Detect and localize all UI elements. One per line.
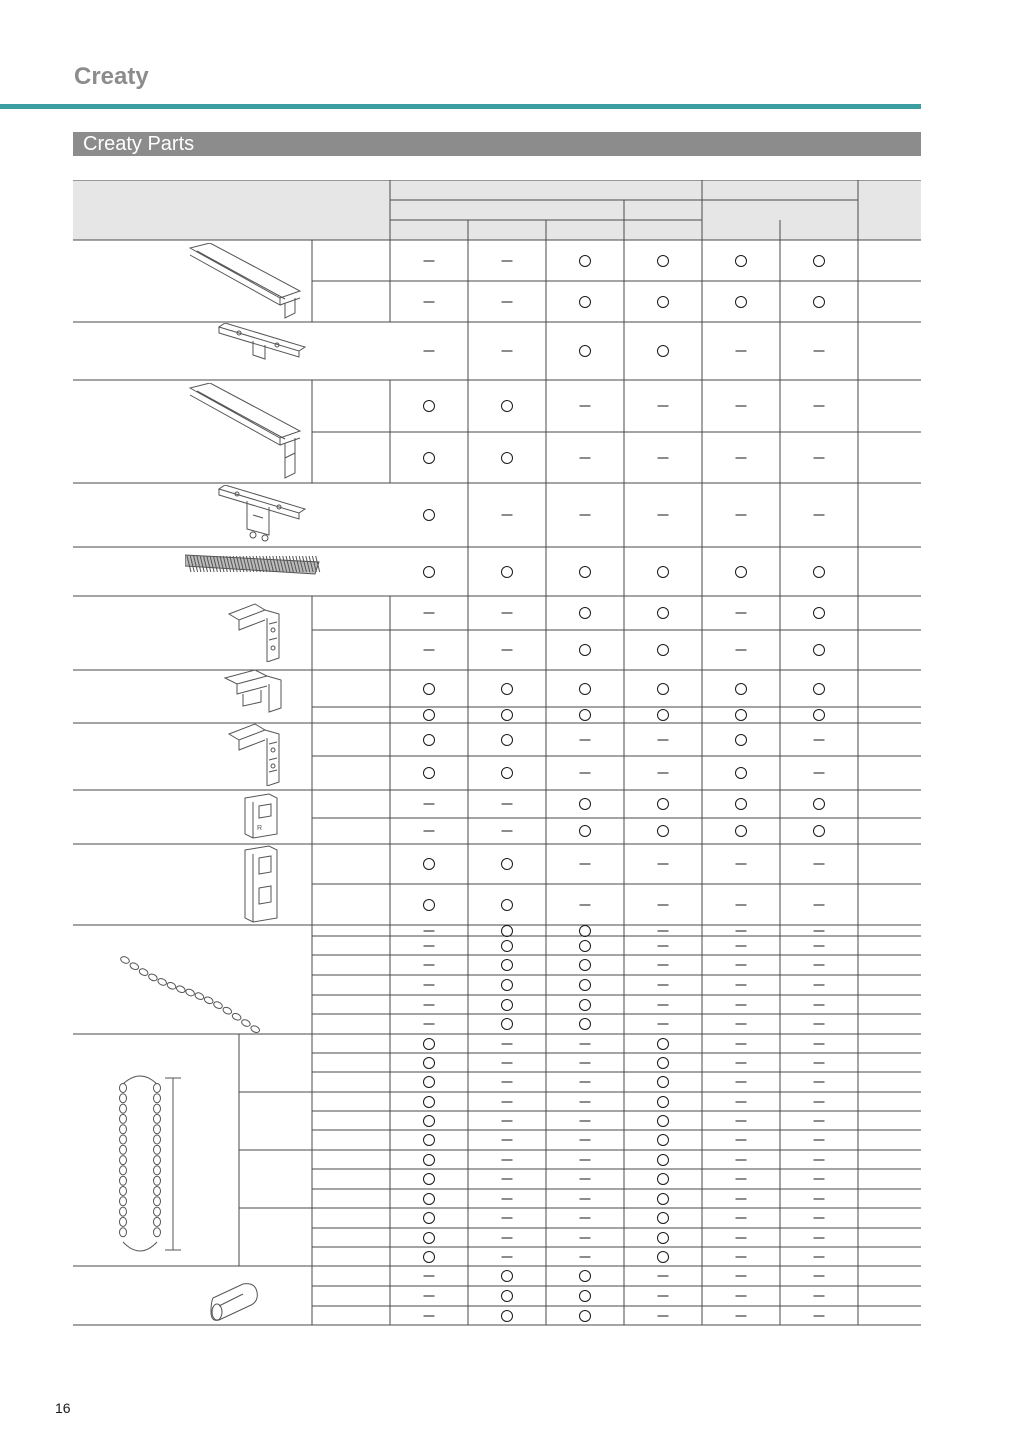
available-mark — [501, 925, 513, 937]
not-available-mark — [424, 1024, 435, 1025]
not-available-mark — [814, 351, 825, 352]
available-mark — [657, 1115, 669, 1127]
available-mark — [501, 734, 513, 746]
not-available-mark — [424, 351, 435, 352]
available-mark — [423, 1038, 435, 1050]
available-mark — [657, 709, 669, 721]
available-mark — [423, 1212, 435, 1224]
not-available-mark — [580, 1198, 591, 1199]
available-mark — [735, 825, 747, 837]
not-available-mark — [736, 457, 747, 458]
not-available-mark — [736, 613, 747, 614]
not-available-mark — [736, 1004, 747, 1005]
end-cap-illustration — [239, 792, 283, 840]
not-available-mark — [658, 739, 669, 740]
available-mark — [579, 345, 591, 357]
not-available-mark — [502, 1237, 513, 1238]
available-mark — [423, 566, 435, 578]
not-available-mark — [736, 864, 747, 865]
not-available-mark — [502, 1198, 513, 1199]
available-mark — [423, 734, 435, 746]
not-available-mark — [736, 930, 747, 931]
available-mark — [657, 825, 669, 837]
available-mark — [501, 400, 513, 412]
not-available-mark — [424, 985, 435, 986]
available-mark — [657, 607, 669, 619]
not-available-mark — [658, 773, 669, 774]
available-mark — [501, 1290, 513, 1302]
not-available-mark — [502, 1082, 513, 1083]
not-available-mark — [658, 515, 669, 516]
available-mark — [501, 1018, 513, 1030]
section-band — [73, 132, 921, 156]
twin-rail-illustration — [185, 383, 305, 481]
available-mark — [657, 683, 669, 695]
not-available-mark — [814, 1237, 825, 1238]
not-available-mark — [424, 831, 435, 832]
not-available-mark — [580, 457, 591, 458]
ceiling-bracket-illustration — [221, 668, 287, 716]
not-available-mark — [658, 1004, 669, 1005]
not-available-mark — [814, 457, 825, 458]
not-available-mark — [736, 1296, 747, 1297]
available-mark — [423, 709, 435, 721]
available-mark — [735, 296, 747, 308]
available-mark — [423, 1115, 435, 1127]
available-mark — [501, 1270, 513, 1282]
available-mark — [423, 1173, 435, 1185]
not-available-mark — [580, 1140, 591, 1141]
available-mark — [501, 940, 513, 952]
not-available-mark — [736, 1082, 747, 1083]
available-mark — [813, 683, 825, 695]
not-available-mark — [424, 1315, 435, 1316]
available-mark — [657, 644, 669, 656]
not-available-mark — [502, 1043, 513, 1044]
available-mark — [735, 683, 747, 695]
header-rule — [0, 104, 921, 109]
available-mark — [657, 1057, 669, 1069]
available-mark — [813, 644, 825, 656]
not-available-mark — [736, 1024, 747, 1025]
not-available-mark — [658, 406, 669, 407]
available-mark — [735, 767, 747, 779]
not-available-mark — [736, 1256, 747, 1257]
not-available-mark — [814, 1256, 825, 1257]
available-mark — [423, 1076, 435, 1088]
velcro-strip-illustration — [185, 552, 321, 576]
available-mark — [813, 798, 825, 810]
not-available-mark — [580, 1120, 591, 1121]
not-available-mark — [580, 904, 591, 905]
not-available-mark — [424, 613, 435, 614]
twin-end-cap-illustration — [239, 844, 283, 924]
not-available-mark — [814, 1159, 825, 1160]
not-available-mark — [658, 1296, 669, 1297]
not-available-mark — [580, 773, 591, 774]
not-available-mark — [424, 804, 435, 805]
not-available-mark — [814, 1062, 825, 1063]
available-mark — [579, 1290, 591, 1302]
available-mark — [423, 1057, 435, 1069]
available-mark — [657, 1038, 669, 1050]
not-available-mark — [502, 1101, 513, 1102]
not-available-mark — [736, 1276, 747, 1277]
not-available-mark — [814, 1082, 825, 1083]
not-available-mark — [814, 1101, 825, 1102]
available-mark — [501, 452, 513, 464]
available-mark — [501, 767, 513, 779]
twin-bracket-illustration — [225, 720, 287, 786]
brand-title: Creaty — [74, 63, 149, 90]
available-mark — [735, 734, 747, 746]
not-available-mark — [736, 650, 747, 651]
not-available-mark — [502, 804, 513, 805]
not-available-mark — [814, 406, 825, 407]
not-available-mark — [580, 739, 591, 740]
not-available-mark — [580, 1179, 591, 1180]
not-available-mark — [502, 260, 513, 261]
not-available-mark — [580, 1062, 591, 1063]
available-mark — [501, 709, 513, 721]
not-available-mark — [814, 1315, 825, 1316]
available-mark — [423, 1193, 435, 1205]
available-mark — [579, 644, 591, 656]
available-mark — [657, 1173, 669, 1185]
available-mark — [813, 566, 825, 578]
available-mark — [501, 979, 513, 991]
available-mark — [657, 798, 669, 810]
available-mark — [657, 566, 669, 578]
not-available-mark — [814, 739, 825, 740]
not-available-mark — [502, 1159, 513, 1160]
available-mark — [501, 566, 513, 578]
not-available-mark — [736, 1062, 747, 1063]
available-mark — [423, 1134, 435, 1146]
available-mark — [579, 1270, 591, 1282]
available-mark — [579, 1310, 591, 1322]
not-available-mark — [658, 1024, 669, 1025]
available-mark — [657, 1193, 669, 1205]
available-mark — [735, 798, 747, 810]
available-mark — [657, 1251, 669, 1263]
not-available-mark — [424, 650, 435, 651]
not-available-mark — [736, 351, 747, 352]
available-mark — [657, 296, 669, 308]
available-mark — [579, 255, 591, 267]
available-mark — [579, 925, 591, 937]
not-available-mark — [580, 406, 591, 407]
available-mark — [423, 899, 435, 911]
not-available-mark — [658, 1276, 669, 1277]
available-mark — [657, 1134, 669, 1146]
available-mark — [423, 1096, 435, 1108]
header-background — [73, 180, 921, 240]
not-available-mark — [580, 864, 591, 865]
not-available-mark — [736, 904, 747, 905]
not-available-mark — [736, 1198, 747, 1199]
not-available-mark — [658, 945, 669, 946]
ball-chain-illustration — [117, 952, 267, 1036]
available-mark — [423, 767, 435, 779]
not-available-mark — [814, 1024, 825, 1025]
available-mark — [657, 1096, 669, 1108]
available-mark — [735, 566, 747, 578]
bracket-illustration — [225, 600, 287, 662]
rail-joint-illustration — [213, 323, 309, 373]
not-available-mark — [814, 515, 825, 516]
not-available-mark — [502, 301, 513, 302]
available-mark — [657, 1154, 669, 1166]
available-mark — [423, 509, 435, 521]
svg-text:R: R — [257, 825, 263, 832]
not-available-mark — [658, 864, 669, 865]
not-available-mark — [502, 613, 513, 614]
available-mark — [423, 683, 435, 695]
not-available-mark — [736, 1218, 747, 1219]
not-available-mark — [814, 1296, 825, 1297]
available-mark — [657, 255, 669, 267]
available-mark — [579, 940, 591, 952]
not-available-mark — [736, 945, 747, 946]
available-mark — [423, 858, 435, 870]
not-available-mark — [736, 406, 747, 407]
available-mark — [579, 607, 591, 619]
not-available-mark — [814, 773, 825, 774]
not-available-mark — [502, 1120, 513, 1121]
not-available-mark — [814, 1120, 825, 1121]
not-available-mark — [580, 1256, 591, 1257]
page-number: 16 — [55, 1400, 71, 1416]
not-available-mark — [580, 515, 591, 516]
table-grid — [73, 180, 921, 1335]
available-mark — [657, 1232, 669, 1244]
not-available-mark — [424, 1276, 435, 1277]
not-available-mark — [424, 1296, 435, 1297]
not-available-mark — [502, 515, 513, 516]
available-mark — [579, 959, 591, 971]
not-available-mark — [814, 945, 825, 946]
loop-chain-illustration — [113, 1074, 185, 1254]
available-mark — [501, 858, 513, 870]
not-available-mark — [502, 1179, 513, 1180]
not-available-mark — [580, 1159, 591, 1160]
not-available-mark — [814, 1140, 825, 1141]
not-available-mark — [736, 1179, 747, 1180]
not-available-mark — [736, 1159, 747, 1160]
available-mark — [813, 825, 825, 837]
available-mark — [579, 683, 591, 695]
parts-table — [73, 180, 921, 1335]
chain-joint-illustration — [209, 1280, 263, 1326]
not-available-mark — [502, 351, 513, 352]
available-mark — [813, 709, 825, 721]
twin-joint-illustration — [213, 485, 309, 545]
not-available-mark — [814, 1198, 825, 1199]
not-available-mark — [424, 965, 435, 966]
section-title: Creaty Parts — [83, 133, 195, 155]
available-mark — [579, 798, 591, 810]
not-available-mark — [814, 864, 825, 865]
available-mark — [501, 1310, 513, 1322]
not-available-mark — [736, 1237, 747, 1238]
not-available-mark — [736, 515, 747, 516]
not-available-mark — [658, 930, 669, 931]
not-available-mark — [424, 1004, 435, 1005]
not-available-mark — [658, 904, 669, 905]
not-available-mark — [658, 985, 669, 986]
available-mark — [501, 683, 513, 695]
not-available-mark — [580, 1237, 591, 1238]
available-mark — [423, 1251, 435, 1263]
available-mark — [579, 1018, 591, 1030]
not-available-mark — [580, 1101, 591, 1102]
not-available-mark — [814, 1276, 825, 1277]
not-available-mark — [814, 985, 825, 986]
not-available-mark — [736, 1120, 747, 1121]
not-available-mark — [814, 1004, 825, 1005]
not-available-mark — [658, 457, 669, 458]
head-rail-illustration — [185, 243, 305, 321]
not-available-mark — [424, 930, 435, 931]
not-available-mark — [424, 260, 435, 261]
available-mark — [579, 825, 591, 837]
not-available-mark — [736, 985, 747, 986]
not-available-mark — [424, 945, 435, 946]
not-available-mark — [580, 1043, 591, 1044]
not-available-mark — [502, 1218, 513, 1219]
not-available-mark — [580, 1082, 591, 1083]
available-mark — [657, 1212, 669, 1224]
not-available-mark — [502, 1062, 513, 1063]
not-available-mark — [424, 301, 435, 302]
available-mark — [813, 296, 825, 308]
not-available-mark — [736, 1043, 747, 1044]
available-mark — [813, 255, 825, 267]
not-available-mark — [658, 965, 669, 966]
not-available-mark — [814, 965, 825, 966]
available-mark — [501, 999, 513, 1011]
not-available-mark — [502, 831, 513, 832]
not-available-mark — [736, 965, 747, 966]
available-mark — [423, 400, 435, 412]
available-mark — [423, 1232, 435, 1244]
available-mark — [813, 607, 825, 619]
not-available-mark — [502, 1256, 513, 1257]
available-mark — [423, 1154, 435, 1166]
not-available-mark — [814, 904, 825, 905]
not-available-mark — [736, 1101, 747, 1102]
not-available-mark — [658, 1315, 669, 1316]
not-available-mark — [814, 1218, 825, 1219]
not-available-mark — [502, 650, 513, 651]
available-mark — [579, 979, 591, 991]
not-available-mark — [814, 930, 825, 931]
available-mark — [735, 709, 747, 721]
not-available-mark — [736, 1315, 747, 1316]
available-mark — [423, 452, 435, 464]
available-mark — [657, 1076, 669, 1088]
available-mark — [501, 899, 513, 911]
not-available-mark — [814, 1043, 825, 1044]
available-mark — [735, 255, 747, 267]
available-mark — [501, 959, 513, 971]
available-mark — [579, 709, 591, 721]
not-available-mark — [580, 1218, 591, 1219]
available-mark — [579, 296, 591, 308]
available-mark — [579, 566, 591, 578]
not-available-mark — [502, 1140, 513, 1141]
not-available-mark — [814, 1179, 825, 1180]
available-mark — [657, 345, 669, 357]
available-mark — [579, 999, 591, 1011]
not-available-mark — [736, 1140, 747, 1141]
